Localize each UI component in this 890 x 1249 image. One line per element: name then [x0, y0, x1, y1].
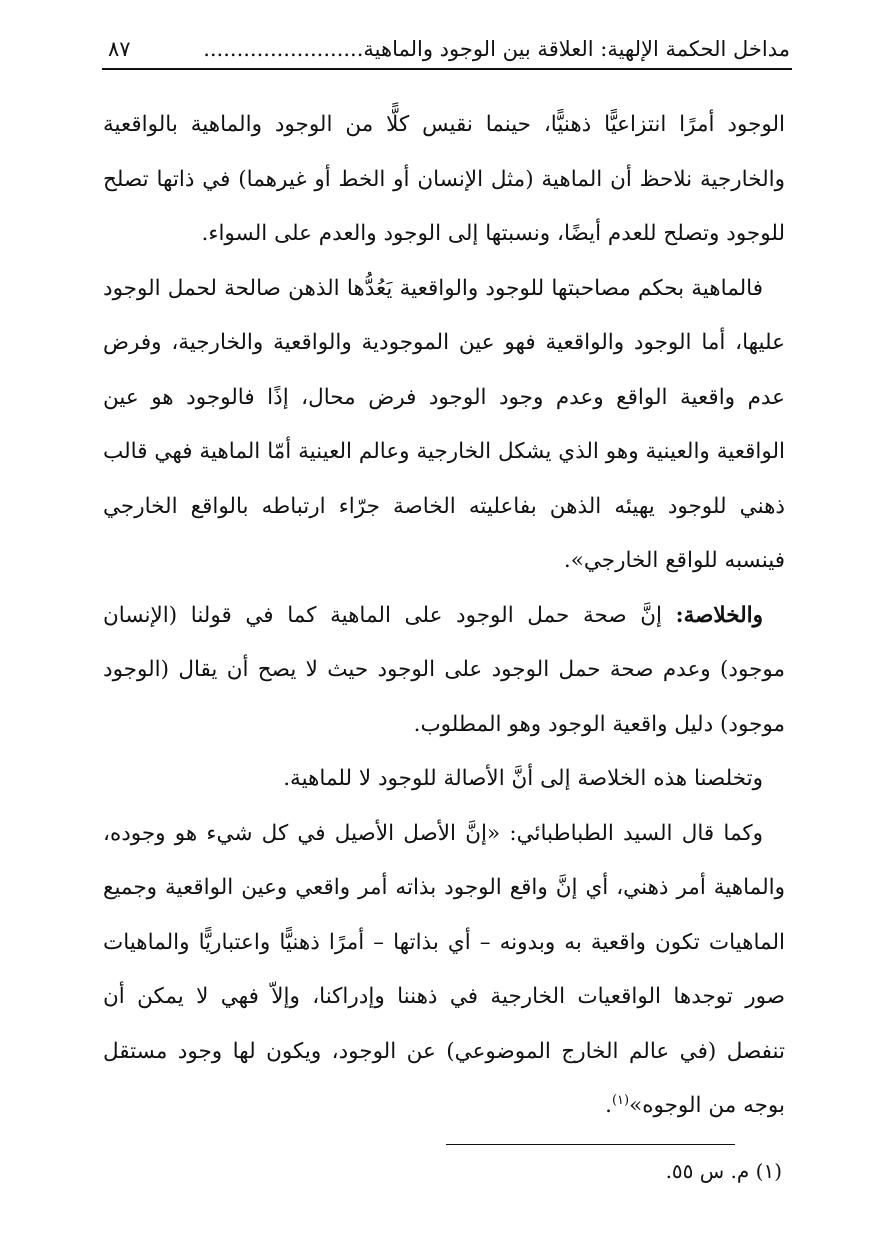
paragraph-4: وتخلصنا هذه الخلاصة إلى أنَّ الأصالة للوجود لا للماهية. — [283, 766, 763, 791]
footnote-reference: (١) — [611, 1092, 630, 1108]
page-number: ٨٧ — [108, 37, 131, 61]
paragraph-2: فالماهية بحكم مصاحبتها للوجود والواقعية يَعُدُّها الذهن صالحة لحمل الوجود عليها، أما الوجود والواقعية فهو عين الموجودية والواقعية والخارجية، وفرض عدم واقعية الواقع وعدم وجود الوجود فرض محال، إذًا فالوجود هو عين الواقعية والعينية وهو الذي يشكل الخارجية وعالم العينية أمّا الماهية فهي قالب ذهني للوجود يهيئه الذهن بفاعليته الخاصة جرّاء ارتباطه بالواقع الخارجي فينسبه للواقع الخارجي». — [103, 275, 785, 573]
paragraph-5-end: . — [605, 1093, 612, 1118]
running-header — [108, 30, 790, 64]
footnote: (١) م. س ٥٥. — [665, 1159, 782, 1183]
paragraph-3-text: إنَّ صحة حمل الوجود على الماهية كما في قولنا (الإنسان موجود) وعدم صحة حمل الوجود على الوجود حيث لا يصح أن يقال (الوجود موجود) دليل واقعية الوجود وهو المطلوب. — [103, 602, 785, 737]
quotation-text: وكما قال السيد الطباطبائي: «إنَّ الأصل الأصيل في كل شيء هو وجوده، والماهية أمر ذهني، أي إنَّ واقع الوجود بذاته أمر واقعي وعين الواقعية وجميع الماهيات تكون واقعية به وبدونه – أي بذاتها – أمرًا ذهنيًّا واعتباريًّا والماهيات صور توجدها الواقعيات الخارجية في ذهننا وإدراكنا، وإلاّ فهي لا يمكن أن تنفصل (في عالم الخارج الموضوعي) عن الوجود، ويكون لها وجود مستقل بوجه من الوجوه» — [103, 820, 785, 1118]
paragraph-1: الوجود أمرًا انتزاعيًّا ذهنيًّا، حينما نقيس كلًّا من الوجود والماهية بالواقعية والخارجية نلاحظ أن الماهية (مثل الإنسان أو الخط أو غيرهما) في ذاتها تصلح للوجود وتصلح للعدم أيضًا، ونسبتها إلى الوجود والعدم على السواء. — [103, 112, 785, 246]
body-text — [103, 98, 785, 1134]
paragraph-5 — [103, 807, 785, 1134]
paragraph-3 — [103, 589, 785, 753]
header-rule — [102, 68, 792, 70]
running-title: مداخل الحكمة الإلهية: العلاقة بين الوجود والماهية........................ — [203, 37, 790, 61]
conclusion-label: والخلاصة: — [675, 602, 763, 628]
footnote-rule — [446, 1144, 735, 1145]
